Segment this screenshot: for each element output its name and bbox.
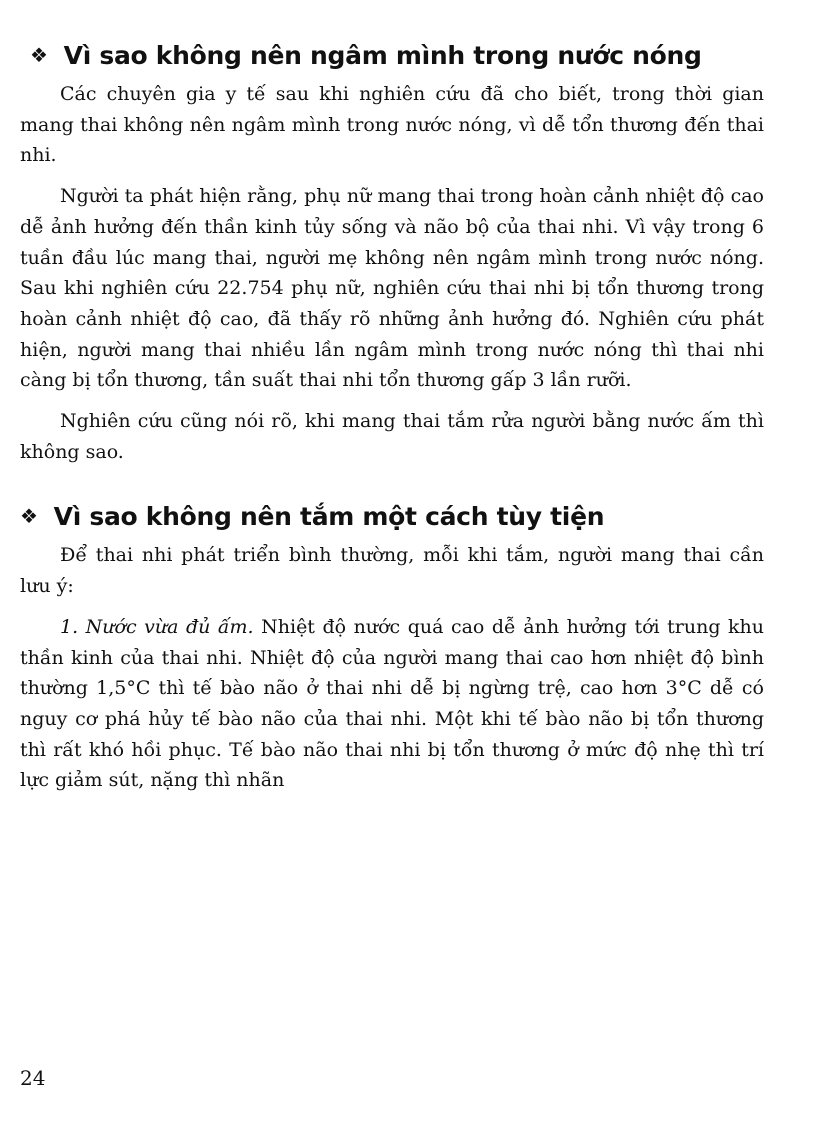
diamond-bullet-icon: ❖	[30, 43, 48, 67]
section-heading-bathing	[20, 497, 764, 536]
paragraph: Người ta phát hiện rằng, phụ nữ mang thai trong hoàn cảnh nhiệt độ cao dễ ảnh hưởng đến thần kinh tủy sống và não bộ của thai nhi. Vì vậy trong 6 tuần đầu lúc mang thai, người mẹ không nên ngâm mình trong nước nóng. Sau khi nghiên cứu 22.754 phụ nữ, nghiên cứu thai nhi bị tổn thương trong hoàn cảnh nhiệt độ cao, đã thấy rõ những ảnh hưởng đó. Nghiên cứu phát hiện, người mang thai nhiều lần ngâm mình trong nước nóng thì thai nhi càng bị tổn thương, tần suất thai nhi tổn thương gấp 3 lần rưỡi.	[20, 185, 764, 392]
section-title: Vì sao không nên ngâm mình trong nước nóng	[63, 41, 702, 70]
section-title: Vì sao không nên tắm một cách tùy tiện	[53, 502, 605, 532]
list-item-text: Nhiệt độ nước quá cao dễ ảnh hưởng tới trung khu thần kinh của thai nhi. Nhiệt độ của người mang thai cao hơn nhiệt độ bình thường 1,5°C thì tế bào não ở thai nhi dễ bị ngừng trệ, cao hơn 3°C dễ có nguy cơ phá hủy tế bào não của thai nhi. Một khi tế bào não bị tổn thương thì rất khó hồi phục. Tế bào não thai nhi bị tổn thương ở mức độ nhẹ thì trí lực giảm sút, nặng thì nhãn	[20, 615, 765, 792]
paragraph: Các chuyên gia y tế sau khi nghiên cứu đã cho biết, trong thời gian mang thai không nên ngâm mình trong nước nóng, vì dễ tổn thương đến thai nhi.	[20, 83, 764, 167]
diamond-bullet-icon: ❖	[20, 504, 38, 529]
list-item-label: 1. Nước vừa đủ ấm.	[60, 615, 254, 638]
paragraph: Nghiên cứu cũng nói rõ, khi mang thai tắm rửa người bằng nước ấm thì không sao.	[20, 410, 764, 463]
paragraph: Để thai nhi phát triển bình thường, mỗi khi tắm, người mang thai cần lưu ý:	[20, 544, 764, 598]
book-page	[20, 36, 764, 806]
page-number: 24	[20, 1066, 46, 1090]
section-heading-hot-water	[30, 36, 764, 75]
paragraph	[20, 612, 764, 796]
